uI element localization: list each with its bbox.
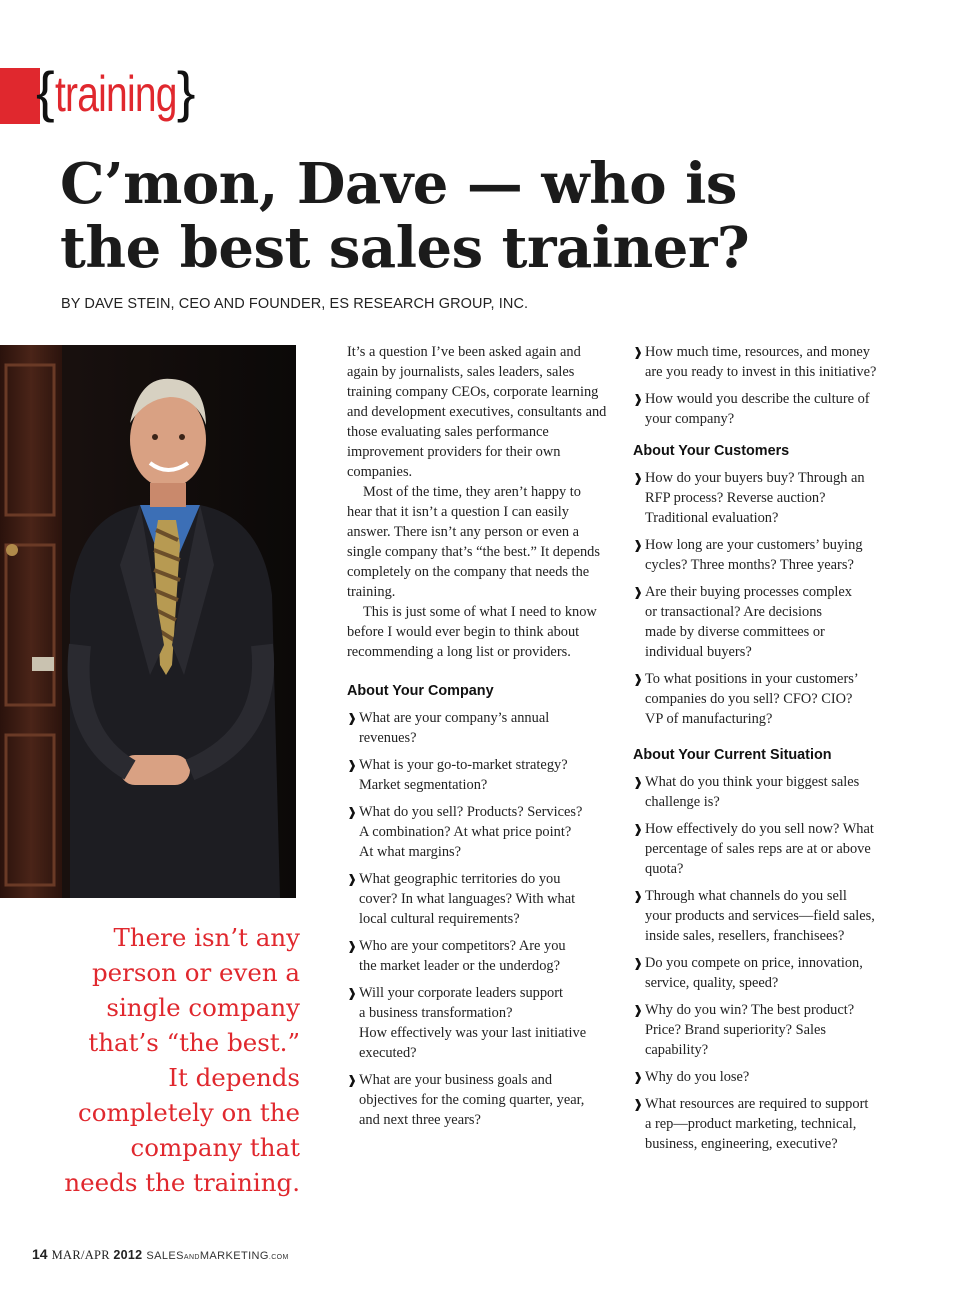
question-text-line: and next three years? bbox=[359, 1112, 481, 1128]
article-column-1 bbox=[347, 342, 609, 1137]
question-list-company-continued bbox=[633, 342, 903, 429]
section-accent-bar bbox=[0, 68, 40, 124]
question-text-line: Do you compete on price, innovation, bbox=[645, 955, 863, 971]
question-text-line: your products and services—field sales, bbox=[645, 908, 875, 924]
question-text-line: At what margins? bbox=[359, 844, 462, 860]
pull-quote-line: needs the training. bbox=[64, 1168, 300, 1197]
heading-about-customers: About Your Customers bbox=[633, 443, 790, 459]
intro-paragraph: It’s a question I’ve been asked again and again by journalists, sales leaders, sales training company CEOs, corporate learning and development executives, consultants and those evaluating sales performance improvement providers for their own companies. bbox=[347, 344, 607, 480]
issue-year: 2012 bbox=[113, 1248, 143, 1262]
question-list-customers bbox=[633, 468, 903, 729]
bullet-chevron-icon: ❱ bbox=[633, 538, 644, 552]
intro-paragraph: Most of the time, they aren’t happy to hear that it isn’t a question I can easily answer. There isn’t any person or even a single company that’s “the best.” It depends completely on the company that needs the training. bbox=[347, 484, 600, 600]
question-text-line: individual buyers? bbox=[645, 644, 752, 660]
question-text-line: What are your business goals and bbox=[359, 1072, 553, 1088]
bullet-chevron-icon: ❱ bbox=[633, 889, 644, 903]
question-text-line: Will your corporate leaders support bbox=[359, 985, 564, 1001]
question-item bbox=[347, 983, 609, 1063]
question-text-line: How much time, resources, and money bbox=[645, 344, 870, 360]
question-text-line: Through what channels do you sell bbox=[645, 888, 847, 904]
issue-date bbox=[52, 1248, 143, 1263]
question-text-line: percentage of sales reps are at or above bbox=[645, 841, 871, 857]
question-text-line: What are your company’s annual bbox=[359, 710, 550, 726]
bullet-chevron-icon: ❱ bbox=[633, 471, 644, 485]
question-item bbox=[347, 936, 609, 976]
question-text-line: To what positions in your customers’ bbox=[645, 671, 859, 687]
question-text-line: What do you sell? Products? Services? bbox=[359, 804, 583, 820]
question-item bbox=[633, 772, 903, 812]
question-item bbox=[633, 1067, 903, 1087]
site-part: MARKETING bbox=[199, 1250, 269, 1262]
headline-line-2: the best sales trainer? bbox=[60, 215, 750, 281]
article-headline bbox=[60, 152, 920, 280]
question-text-line: executed? bbox=[359, 1045, 417, 1061]
bullet-chevron-icon: ❱ bbox=[347, 711, 358, 725]
bullet-chevron-icon: ❱ bbox=[347, 872, 358, 886]
bullet-chevron-icon: ❱ bbox=[633, 585, 644, 599]
bullet-chevron-icon: ❱ bbox=[347, 939, 358, 953]
site-part: SALES bbox=[146, 1250, 184, 1262]
pull-quote-line: single company bbox=[106, 993, 300, 1022]
bullet-chevron-icon: ❱ bbox=[633, 392, 644, 406]
brace-open: { bbox=[36, 60, 55, 123]
question-text-line: How would you describe the culture of bbox=[645, 391, 870, 407]
question-text-line: How effectively do you sell now? What bbox=[645, 821, 874, 837]
question-text-line: revenues? bbox=[359, 730, 417, 746]
pull-quote-line: that’s “the best.” bbox=[88, 1028, 300, 1057]
question-text-line: RFP process? Reverse auction? bbox=[645, 490, 826, 506]
question-text-line: What geographic territories do you bbox=[359, 871, 561, 887]
site-name bbox=[146, 1250, 288, 1262]
question-text-line: business, engineering, executive? bbox=[645, 1136, 838, 1152]
bullet-chevron-icon: ❱ bbox=[633, 1070, 644, 1084]
bullet-chevron-icon: ❱ bbox=[633, 1003, 644, 1017]
bullet-chevron-icon: ❱ bbox=[347, 758, 358, 772]
site-part: .COM bbox=[268, 1254, 289, 1261]
question-item bbox=[347, 708, 609, 748]
question-text-line: Market segmentation? bbox=[359, 777, 488, 793]
question-text-line: made by diverse committees or bbox=[645, 624, 825, 640]
pull-quote-line: It depends bbox=[168, 1063, 300, 1092]
question-text-line: companies do you sell? CFO? CIO? bbox=[645, 691, 853, 707]
question-item bbox=[347, 869, 609, 929]
question-list-situation bbox=[633, 772, 903, 1154]
question-text-line: inside sales, resellers, franchisees? bbox=[645, 928, 845, 944]
question-item bbox=[633, 389, 903, 429]
intro-paragraph: This is just some of what I need to know before I would ever begin to think about recommending a long list or providers. bbox=[347, 604, 597, 660]
question-item bbox=[633, 1000, 903, 1060]
question-item bbox=[633, 953, 903, 993]
bullet-chevron-icon: ❱ bbox=[633, 822, 644, 836]
question-text-line: objectives for the coming quarter, year, bbox=[359, 1092, 585, 1108]
page-footer bbox=[32, 1246, 289, 1263]
heading-about-company: About Your Company bbox=[347, 683, 494, 699]
question-item bbox=[633, 819, 903, 879]
question-item bbox=[633, 886, 903, 946]
heading-about-situation: About Your Current Situation bbox=[633, 747, 832, 763]
bullet-chevron-icon: ❱ bbox=[347, 1073, 358, 1087]
question-item bbox=[633, 342, 903, 382]
section-tag bbox=[36, 62, 195, 128]
question-text-line: cover? In what languages? With what bbox=[359, 891, 576, 907]
pull-quote-line: There isn’t any bbox=[113, 923, 300, 952]
pull-quote bbox=[40, 920, 300, 1200]
pull-quote-line: company that bbox=[130, 1133, 300, 1162]
question-text-line: Are their buying processes complex bbox=[645, 584, 853, 600]
brace-close: } bbox=[176, 60, 196, 123]
question-text-line: service, quality, speed? bbox=[645, 975, 779, 991]
question-text-line: VP of manufacturing? bbox=[645, 711, 773, 727]
pull-quote-line: person or even a bbox=[91, 958, 300, 987]
question-text-line: are you ready to invest in this initiative? bbox=[645, 364, 877, 380]
question-text-line: Price? Brand superiority? Sales bbox=[645, 1022, 827, 1038]
question-text-line: Traditional evaluation? bbox=[645, 510, 779, 526]
question-text-line: challenge is? bbox=[645, 794, 720, 810]
question-text-line: Why do you win? The best product? bbox=[645, 1002, 855, 1018]
section-label: training bbox=[54, 66, 177, 122]
question-text-line: cycles? Three months? Three years? bbox=[645, 557, 854, 573]
question-text-line: a business transformation? bbox=[359, 1005, 513, 1021]
bullet-chevron-icon: ❱ bbox=[633, 956, 644, 970]
question-text-line: What do you think your biggest sales bbox=[645, 774, 860, 790]
bullet-chevron-icon: ❱ bbox=[633, 345, 644, 359]
question-text-line: a rep—product marketing, technical, bbox=[645, 1116, 857, 1132]
question-text-line: quota? bbox=[645, 861, 684, 877]
question-item bbox=[347, 802, 609, 862]
question-text-line: What is your go-to-market strategy? bbox=[359, 757, 568, 773]
question-item bbox=[347, 1070, 609, 1130]
bullet-chevron-icon: ❱ bbox=[347, 805, 358, 819]
question-item bbox=[633, 669, 903, 729]
bullet-chevron-icon: ❱ bbox=[633, 775, 644, 789]
pull-quote-line: completely on the bbox=[78, 1098, 300, 1127]
question-item bbox=[633, 535, 903, 575]
question-text-line: the market leader or the underdog? bbox=[359, 958, 560, 974]
question-text-line: What resources are required to support bbox=[645, 1096, 869, 1112]
question-item bbox=[633, 1094, 903, 1154]
question-text-line: your company? bbox=[645, 411, 735, 427]
byline: BY DAVE STEIN, CEO AND FOUNDER, ES RESEARCH GROUP, INC. bbox=[61, 296, 529, 312]
portrait-illustration bbox=[0, 345, 296, 898]
headline-line-1: C’mon, Dave — who is bbox=[60, 151, 737, 217]
bullet-chevron-icon: ❱ bbox=[633, 1097, 644, 1111]
question-text-line: How do your buyers buy? Through an bbox=[645, 470, 865, 486]
question-text-line: A combination? At what price point? bbox=[359, 824, 572, 840]
question-text-line: Who are your competitors? Are you bbox=[359, 938, 566, 954]
bullet-chevron-icon: ❱ bbox=[633, 672, 644, 686]
page-number: 14 bbox=[32, 1246, 48, 1262]
bullet-chevron-icon: ❱ bbox=[347, 986, 358, 1000]
author-portrait-photo bbox=[0, 345, 296, 898]
question-text-line: How long are your customers’ buying bbox=[645, 537, 863, 553]
question-item bbox=[633, 582, 903, 662]
question-text-line: local cultural requirements? bbox=[359, 911, 520, 927]
question-text-line: Why do you lose? bbox=[645, 1069, 750, 1085]
question-item bbox=[347, 755, 609, 795]
question-text-line: capability? bbox=[645, 1042, 709, 1058]
article-column-2 bbox=[633, 342, 903, 1161]
issue-month: MAR/APR bbox=[51, 1248, 110, 1262]
question-text-line: or transactional? Are decisions bbox=[645, 604, 823, 620]
question-list-company bbox=[347, 708, 609, 1130]
question-item bbox=[633, 468, 903, 528]
site-part: AND bbox=[183, 1254, 200, 1261]
question-text-line: How effectively was your last initiative bbox=[359, 1025, 587, 1041]
